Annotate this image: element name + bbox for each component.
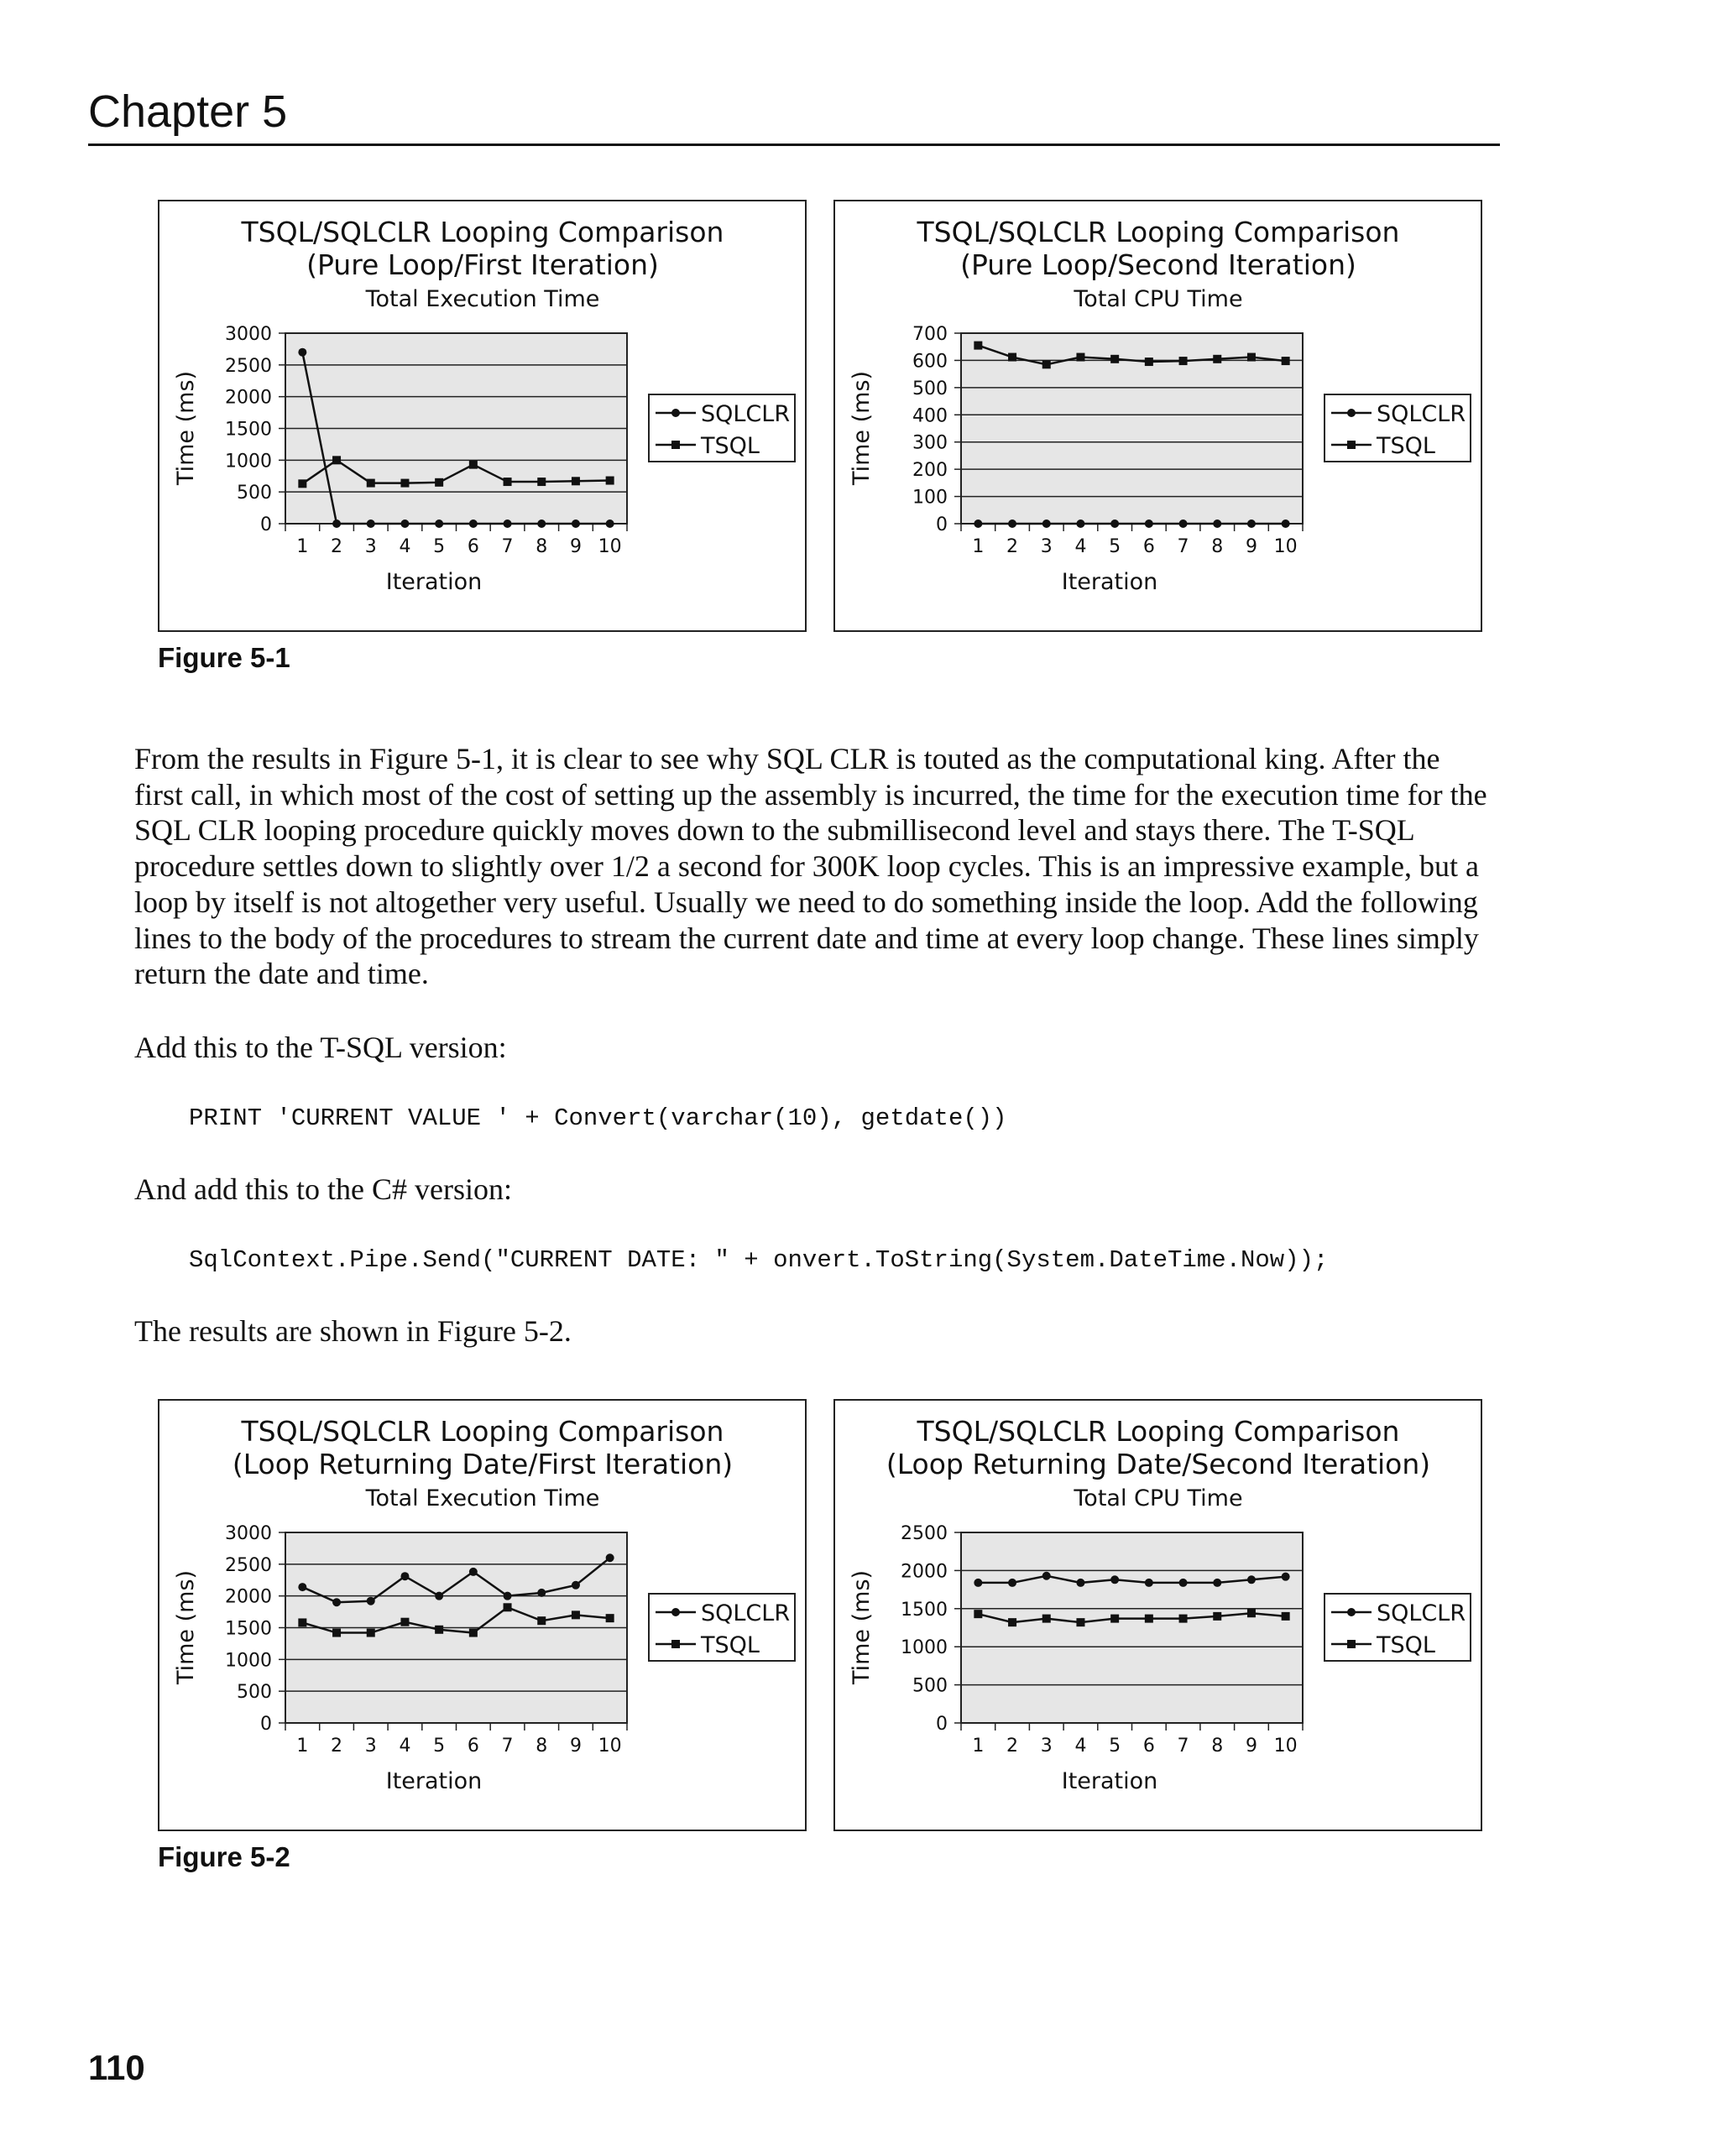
point-sqlclr (1179, 519, 1188, 528)
y-axis-label: Time (ms) (173, 1569, 199, 1685)
x-tick-label: 7 (1177, 536, 1189, 557)
x-tick-label: 2 (1006, 1736, 1019, 1757)
point-sqlclr (1179, 1579, 1188, 1587)
chart-title: TSQL/SQLCLR Looping Comparison (917, 1415, 1400, 1448)
point-sqlclr (1145, 519, 1153, 528)
chart-subtitle-2: Total CPU Time (1074, 286, 1243, 312)
point-tsql (537, 478, 546, 486)
x-tick-label: 4 (1074, 536, 1087, 557)
y-tick-label: 500 (912, 378, 948, 399)
y-axis-label: Time (ms) (173, 370, 199, 486)
point-sqlclr (1076, 1579, 1084, 1587)
legend (649, 1594, 795, 1661)
point-tsql (572, 1610, 580, 1619)
x-axis-label: Iteration (385, 1768, 483, 1794)
x-tick-label: 8 (1211, 1736, 1224, 1757)
chart-5-2-second-iteration (833, 1399, 1482, 1831)
legend-label: TSQL (1377, 1632, 1435, 1658)
y-tick-label: 0 (936, 514, 948, 535)
x-axis-label: Iteration (385, 569, 483, 595)
point-sqlclr (606, 1553, 614, 1562)
x-tick-label: 8 (536, 1736, 548, 1757)
point-tsql (435, 1626, 443, 1634)
point-tsql (974, 1610, 982, 1618)
point-tsql (572, 477, 580, 485)
chart-subtitle-2: Total CPU Time (1074, 1485, 1243, 1511)
x-tick-label: 1 (296, 536, 309, 557)
x-tick-label: 4 (399, 536, 411, 557)
body-paragraph-1: From the results in Figure 5-1, it is clear to see why SQL CLR is touted as the computational king. After the first call, in which most of the cost of setting up the assembly is incurred, the time for the execution time for the SQL CLR looping procedure quickly moves down to the submillisecond level and stays there. The T-SQL procedure settles down to slightly over 1/2 a second for 300K loop cycles. This is an impressive example, but a loop by itself is not altogether very useful. Usually we need to do something inside the loop. Add the following lines to the body of the procedures to stream the current date and time at every loop change. These lines simply return the date and time. (134, 742, 1487, 991)
legend-marker (671, 409, 680, 417)
point-tsql (1145, 358, 1153, 366)
x-tick-label: 3 (1040, 536, 1053, 557)
point-tsql (1282, 1612, 1290, 1621)
point-sqlclr (1282, 1573, 1290, 1581)
y-tick-label: 2000 (225, 387, 272, 409)
y-tick-label: 0 (260, 514, 272, 535)
point-tsql (400, 479, 409, 488)
chart-svg (835, 1401, 1481, 1830)
legend-marker (671, 1640, 680, 1648)
chapter-header: Chapter 5 (88, 86, 288, 137)
x-tick-label: 2 (1006, 536, 1019, 557)
point-tsql (1008, 353, 1016, 362)
x-tick-label: 1 (972, 536, 985, 557)
point-tsql (1213, 355, 1221, 363)
point-sqlclr (1247, 1575, 1256, 1584)
point-sqlclr (537, 519, 546, 528)
x-tick-label: 10 (1273, 1736, 1298, 1757)
chart-subtitle: (Pure Loop/Second Iteration) (960, 248, 1356, 281)
point-tsql (974, 342, 982, 350)
point-tsql (1076, 353, 1084, 362)
header-rule (88, 144, 1500, 146)
y-tick-label: 700 (912, 324, 948, 345)
plot-area (961, 333, 1303, 524)
point-sqlclr (298, 1583, 306, 1591)
y-tick-label: 0 (936, 1714, 948, 1735)
y-tick-label: 1500 (901, 1599, 948, 1621)
x-tick-label: 5 (1109, 1736, 1121, 1757)
point-sqlclr (400, 1572, 409, 1580)
x-tick-label: 6 (1142, 536, 1155, 557)
x-tick-label: 2 (331, 536, 343, 557)
y-tick-label: 300 (912, 432, 948, 454)
point-tsql (435, 478, 443, 487)
point-tsql (332, 1629, 341, 1637)
x-tick-label: 5 (433, 1736, 446, 1757)
x-tick-label: 3 (1040, 1736, 1053, 1757)
y-tick-label: 1500 (225, 1618, 272, 1640)
legend-marker (671, 1608, 680, 1616)
point-sqlclr (504, 1592, 512, 1600)
x-tick-label: 6 (467, 536, 479, 557)
point-sqlclr (572, 1581, 580, 1590)
point-tsql (504, 1603, 512, 1611)
plot-area (961, 1532, 1303, 1723)
chart-5-1-second-iteration (833, 200, 1482, 632)
point-tsql (1110, 355, 1119, 363)
page-number: 110 (88, 2048, 145, 2087)
point-tsql (298, 479, 306, 488)
point-sqlclr (504, 519, 512, 528)
point-sqlclr (332, 519, 341, 528)
x-tick-label: 4 (399, 1736, 411, 1757)
point-sqlclr (974, 519, 982, 528)
y-tick-label: 500 (237, 483, 272, 504)
point-sqlclr (1042, 1572, 1051, 1580)
x-tick-label: 7 (1177, 1736, 1189, 1757)
code-csharp: SqlContext.Pipe.Send("CURRENT DATE: " + onvert.ToString(System.DateTime.Now)); (189, 1246, 1329, 1274)
point-sqlclr (1282, 519, 1290, 528)
point-tsql (1110, 1615, 1119, 1623)
y-tick-label: 400 (912, 405, 948, 427)
y-tick-label: 2500 (225, 355, 272, 377)
legend-label: SQLCLR (701, 401, 791, 427)
y-axis-label: Time (ms) (849, 370, 875, 486)
chart-svg (159, 201, 805, 630)
point-tsql (1247, 1609, 1256, 1617)
legend-label: TSQL (701, 1632, 760, 1658)
y-tick-label: 3000 (225, 1523, 272, 1544)
legend (649, 394, 795, 462)
y-tick-label: 1000 (225, 1650, 272, 1672)
point-tsql (504, 478, 512, 486)
point-tsql (367, 479, 375, 488)
point-tsql (400, 1618, 409, 1626)
chart-subtitle: (Loop Returning Date/First Iteration) (232, 1448, 734, 1480)
point-tsql (298, 1618, 306, 1626)
legend-marker (1347, 441, 1356, 449)
legend-label: TSQL (701, 433, 760, 459)
x-tick-label: 8 (1211, 536, 1224, 557)
chart-svg (159, 1401, 805, 1830)
legend-marker (1347, 1640, 1356, 1648)
point-sqlclr (435, 1592, 443, 1600)
y-tick-label: 2500 (225, 1554, 272, 1576)
figure-caption-5-1: Figure 5-1 (158, 642, 290, 673)
y-tick-label: 2000 (901, 1561, 948, 1583)
point-tsql (1247, 353, 1256, 362)
point-sqlclr (1110, 519, 1119, 528)
point-sqlclr (1076, 519, 1084, 528)
y-tick-label: 1000 (901, 1637, 948, 1659)
x-tick-label: 5 (433, 536, 446, 557)
point-tsql (1213, 1612, 1221, 1621)
y-tick-label: 1500 (225, 419, 272, 441)
body-paragraph-4: The results are shown in Figure 5-2. (134, 1314, 572, 1348)
point-tsql (1282, 357, 1290, 365)
x-tick-label: 1 (972, 1736, 985, 1757)
point-tsql (606, 477, 614, 485)
chart-5-1-first-iteration (158, 200, 807, 632)
x-axis-label: Iteration (1061, 569, 1158, 595)
legend-marker (671, 441, 680, 449)
chart-title: TSQL/SQLCLR Looping Comparison (241, 216, 724, 248)
point-sqlclr (1213, 519, 1221, 528)
point-tsql (1145, 1615, 1153, 1623)
chart-subtitle-2: Total Execution Time (365, 1485, 600, 1511)
y-tick-label: 3000 (225, 324, 272, 345)
point-tsql (1076, 1618, 1084, 1626)
point-sqlclr (1213, 1579, 1221, 1587)
x-tick-label: 7 (501, 536, 514, 557)
x-tick-label: 6 (1142, 1736, 1155, 1757)
point-tsql (332, 456, 341, 464)
x-tick-label: 10 (1273, 536, 1298, 557)
legend (1325, 394, 1471, 462)
x-axis-label: Iteration (1061, 1768, 1158, 1794)
y-tick-label: 500 (237, 1682, 272, 1704)
point-sqlclr (469, 1568, 478, 1576)
x-tick-label: 9 (569, 536, 582, 557)
point-sqlclr (606, 519, 614, 528)
y-tick-label: 1000 (225, 451, 272, 472)
point-tsql (469, 1629, 478, 1637)
point-sqlclr (1042, 519, 1051, 528)
y-tick-label: 100 (912, 487, 948, 509)
point-sqlclr (367, 519, 375, 528)
chart-5-2-first-iteration (158, 1399, 807, 1831)
legend-label: SQLCLR (701, 1600, 791, 1626)
legend-marker (1347, 1608, 1356, 1616)
x-tick-label: 9 (1245, 1736, 1257, 1757)
x-tick-label: 3 (364, 536, 377, 557)
point-tsql (469, 461, 478, 469)
point-tsql (1179, 357, 1188, 365)
y-tick-label: 200 (912, 460, 948, 482)
chart-svg (835, 201, 1481, 630)
y-tick-label: 500 (912, 1675, 948, 1697)
point-sqlclr (469, 519, 478, 528)
x-tick-label: 1 (296, 1736, 309, 1757)
point-tsql (1042, 1615, 1051, 1623)
x-tick-label: 8 (536, 536, 548, 557)
y-tick-label: 2500 (901, 1523, 948, 1544)
y-tick-label: 600 (912, 351, 948, 373)
point-tsql (1179, 1615, 1188, 1623)
point-sqlclr (298, 348, 306, 357)
chart-subtitle: (Loop Returning Date/Second Iteration) (886, 1448, 1431, 1480)
x-tick-label: 5 (1109, 536, 1121, 557)
point-tsql (1008, 1618, 1016, 1626)
chart-title: TSQL/SQLCLR Looping Comparison (917, 216, 1400, 248)
point-sqlclr (537, 1589, 546, 1597)
x-tick-label: 9 (1245, 536, 1257, 557)
point-sqlclr (400, 519, 409, 528)
point-sqlclr (1110, 1575, 1119, 1584)
figure-caption-5-2: Figure 5-2 (158, 1841, 290, 1872)
point-sqlclr (1145, 1579, 1153, 1587)
point-sqlclr (1008, 519, 1016, 528)
x-tick-label: 4 (1074, 1736, 1087, 1757)
point-sqlclr (974, 1579, 982, 1587)
y-axis-label: Time (ms) (849, 1569, 875, 1685)
body-paragraph-3: And add this to the C# version: (134, 1172, 512, 1206)
point-tsql (537, 1616, 546, 1625)
legend-marker (1347, 409, 1356, 417)
point-sqlclr (332, 1598, 341, 1606)
x-tick-label: 10 (598, 536, 622, 557)
point-tsql (367, 1629, 375, 1637)
x-tick-label: 9 (569, 1736, 582, 1757)
chart-subtitle-2: Total Execution Time (365, 286, 600, 312)
legend (1325, 1594, 1471, 1661)
x-tick-label: 7 (501, 1736, 514, 1757)
x-tick-label: 3 (364, 1736, 377, 1757)
x-tick-label: 2 (331, 1736, 343, 1757)
point-tsql (606, 1614, 614, 1622)
code-tsql: PRINT 'CURRENT VALUE ' + Convert(varchar(10), getdate()) (189, 1104, 1007, 1132)
x-tick-label: 10 (598, 1736, 622, 1757)
body-paragraph-2: Add this to the T-SQL version: (134, 1031, 507, 1064)
legend-label: SQLCLR (1377, 1600, 1466, 1626)
point-sqlclr (1008, 1579, 1016, 1587)
point-sqlclr (435, 519, 443, 528)
legend-label: TSQL (1377, 433, 1435, 459)
point-sqlclr (572, 519, 580, 528)
chart-title: TSQL/SQLCLR Looping Comparison (241, 1415, 724, 1448)
point-sqlclr (1247, 519, 1256, 528)
legend-label: SQLCLR (1377, 401, 1466, 427)
point-tsql (1042, 360, 1051, 368)
y-tick-label: 2000 (225, 1586, 272, 1608)
chart-subtitle: (Pure Loop/First Iteration) (306, 248, 659, 281)
x-tick-label: 6 (467, 1736, 479, 1757)
y-tick-label: 0 (260, 1714, 272, 1735)
point-sqlclr (367, 1597, 375, 1605)
